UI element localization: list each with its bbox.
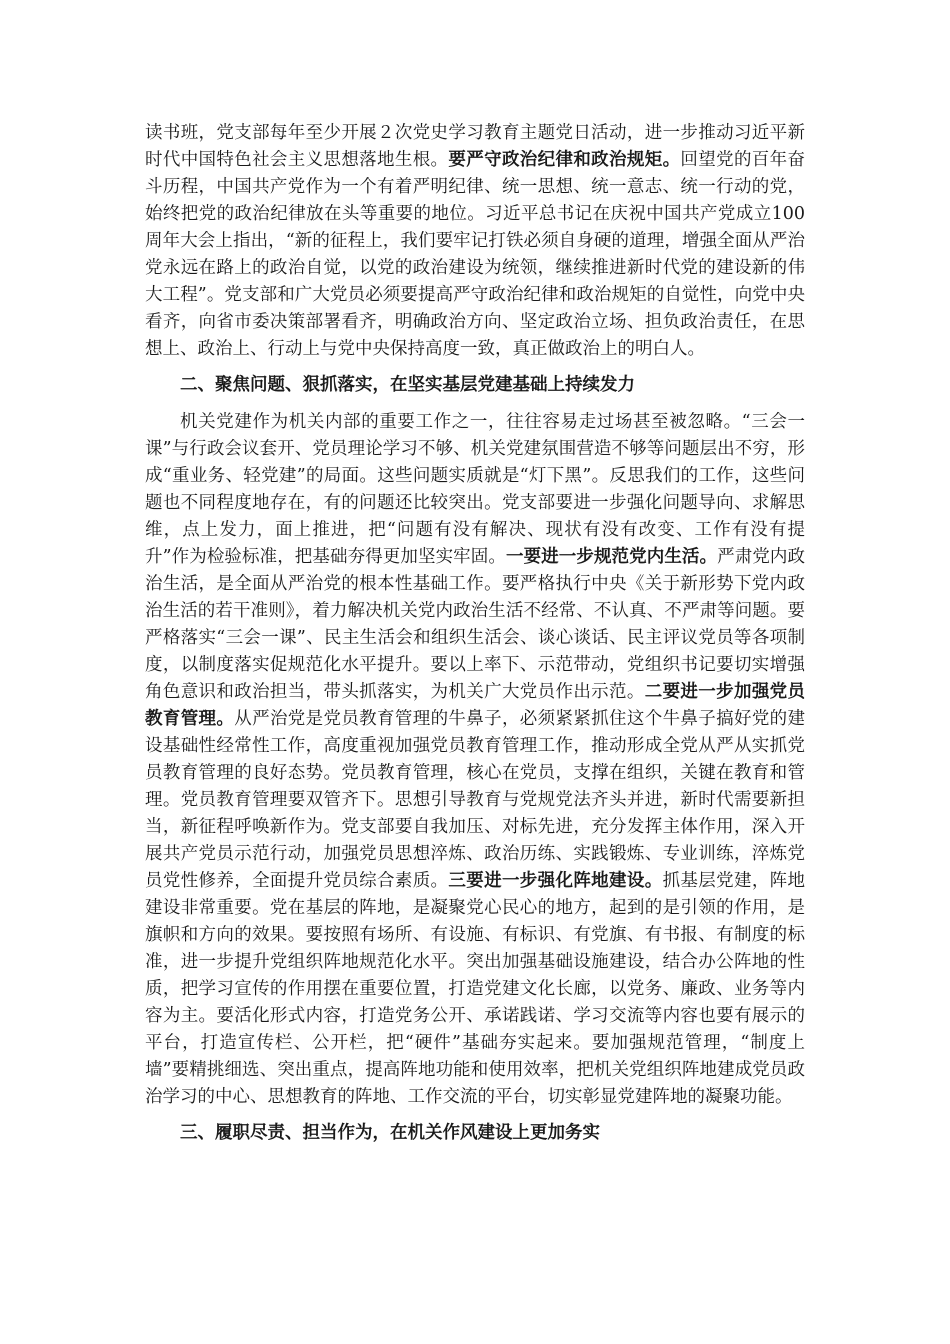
section-heading-3: 三、履职尽责、担当作为，在机关作风建设上更加务实 <box>180 1123 600 1143</box>
paragraph-text: 抓基层党建，阵地建设非常重要。党在基层的阵地，是凝聚党心民心的地方，起到的是引领的作用，是旗帜和方向的效果。要按照有场所、有设施、有标识、有党旗、有书报、有制度的标准，进一步提升党组织阵地规范化水平。突出加强基础设施建设，结合办公阵地的性质，把学习宣传的作用摆在重要位置，打造党建文化长廊，以党务、廉政、业务等内容为主。要活化形式内容，打造党务公开、承诺践诺、学习交流等内容也要有展示的平台，打造宣传栏、公开栏，把“硬件”基础夯实起来。要加强规范管理，“制度上墙”要精挑细选、突出重点，提高阵地功能和使用效率，把机关党组织阵地建成党员政治学习的中心、思想教育的阵地、工作交流的平台，切实彰显党建阵地的凝聚功能。 <box>145 871 806 1107</box>
bold-lead-sentence: 三要进一步强化阵地建设。 <box>448 871 663 891</box>
paragraph-text: 读书班，党支部每年至少开展２次党史学习教育主题党日活动，进一步推动习近平新时代中国特色社会主义思想落地生根。 <box>145 123 805 170</box>
paragraph-2 <box>145 409 805 1111</box>
paragraph-text: 从严治党是党员教育管理的牛鼻子，必须紧紧抓住这个牛鼻子搞好党的建设基础性经常性工作，高度重视加强党员教育管理工作，推动形成全党从严从实抓党员教育管理的良好态势。党员教育管理，核心在党员，支撑在组织，关键在教育和管理。党员教育管理要双管齐下。思想引导教育与党规党法齐头并进，新时代需要新担当，新征程呼唤新作为。党支部要自我加压、对标先进，充分发挥主体作用，深入开展共产党员示范行动，加强党员思想淬炼、政治历练、实践锻炼、专业训练，淬炼党员党性修养，全面提升党员综合素质。 <box>145 709 806 891</box>
paragraph-text: 严肃党内政治生活，是全面从严治党的根本性基础工作。要严格执行中央《关于新形势下党内政治生活的若干准则》，着力解决机关党内政治生活不经常、不认真、不严肃等问题。要严格落实“三会一课”、民主生活会和组织生活会、谈心谈话、民主评议党员等各项制度，以制度落实促规范化水平提升。要以上率下、示范带动，党组织书记要切实增强角色意识和政治担当，带头抓落实，为机关广大党员作出示范。 <box>145 547 806 702</box>
bold-lead-sentence: 二要进一步加强党员教育管理。 <box>145 682 806 729</box>
section-heading-2: 二、聚焦问题、狠抓落实，在坚实基层党建基础上持续发力 <box>180 375 635 395</box>
document-page <box>145 120 805 1157</box>
bold-lead-sentence: 一要进一步规范党内生活。 <box>505 547 718 567</box>
paragraph-text: 机关党建作为机关内部的重要工作之一，往往容易走过场甚至被忽略。“三会一课”与行政会议套开、党员理论学习不够、机关党建氛围营造不够等问题层出不穷，形成“重业务、轻党建”的局面。这些问题实质就是“灯下黑”。反思我们的工作，这些问题也不同程度地存在，有的问题还比较突出。党支部要进一步强化问题导向、求解思维，点上发力，面上推进，把“问题有没有解决、现状有没有改变、工作有没有提升”作为检验标准，把基础夯得更加坚实牢固。 <box>145 412 805 567</box>
paragraph-1 <box>145 120 805 363</box>
bold-lead-sentence: 要严守政治纪律和政治规矩。 <box>448 150 681 170</box>
paragraph-text: 回望党的百年奋斗历程，中国共产党作为一个有着严明纪律、统一思想、统一意志、统一行动的党，始终把党的政治纪律放在头等重要的地位。习近平总书记在庆祝中国共产党成立100周年大会上指出，“新的征程上，我们要牢记打铁必须自身硬的道理，增强全面从严治党永远在路上的政治自觉，以党的政治建设为统领，继续推进新时代党的建设新的伟大工程”。党支部和广大党员必须要提高严守政治纪律和政治规矩的自觉性，向党中央看齐，向省市委决策部署看齐，明确政治方向、坚定政治立场、担负政治责任，在思想上、政治上、行动上与党中央保持高度一致，真正做政治上的明白人。 <box>145 150 806 359</box>
